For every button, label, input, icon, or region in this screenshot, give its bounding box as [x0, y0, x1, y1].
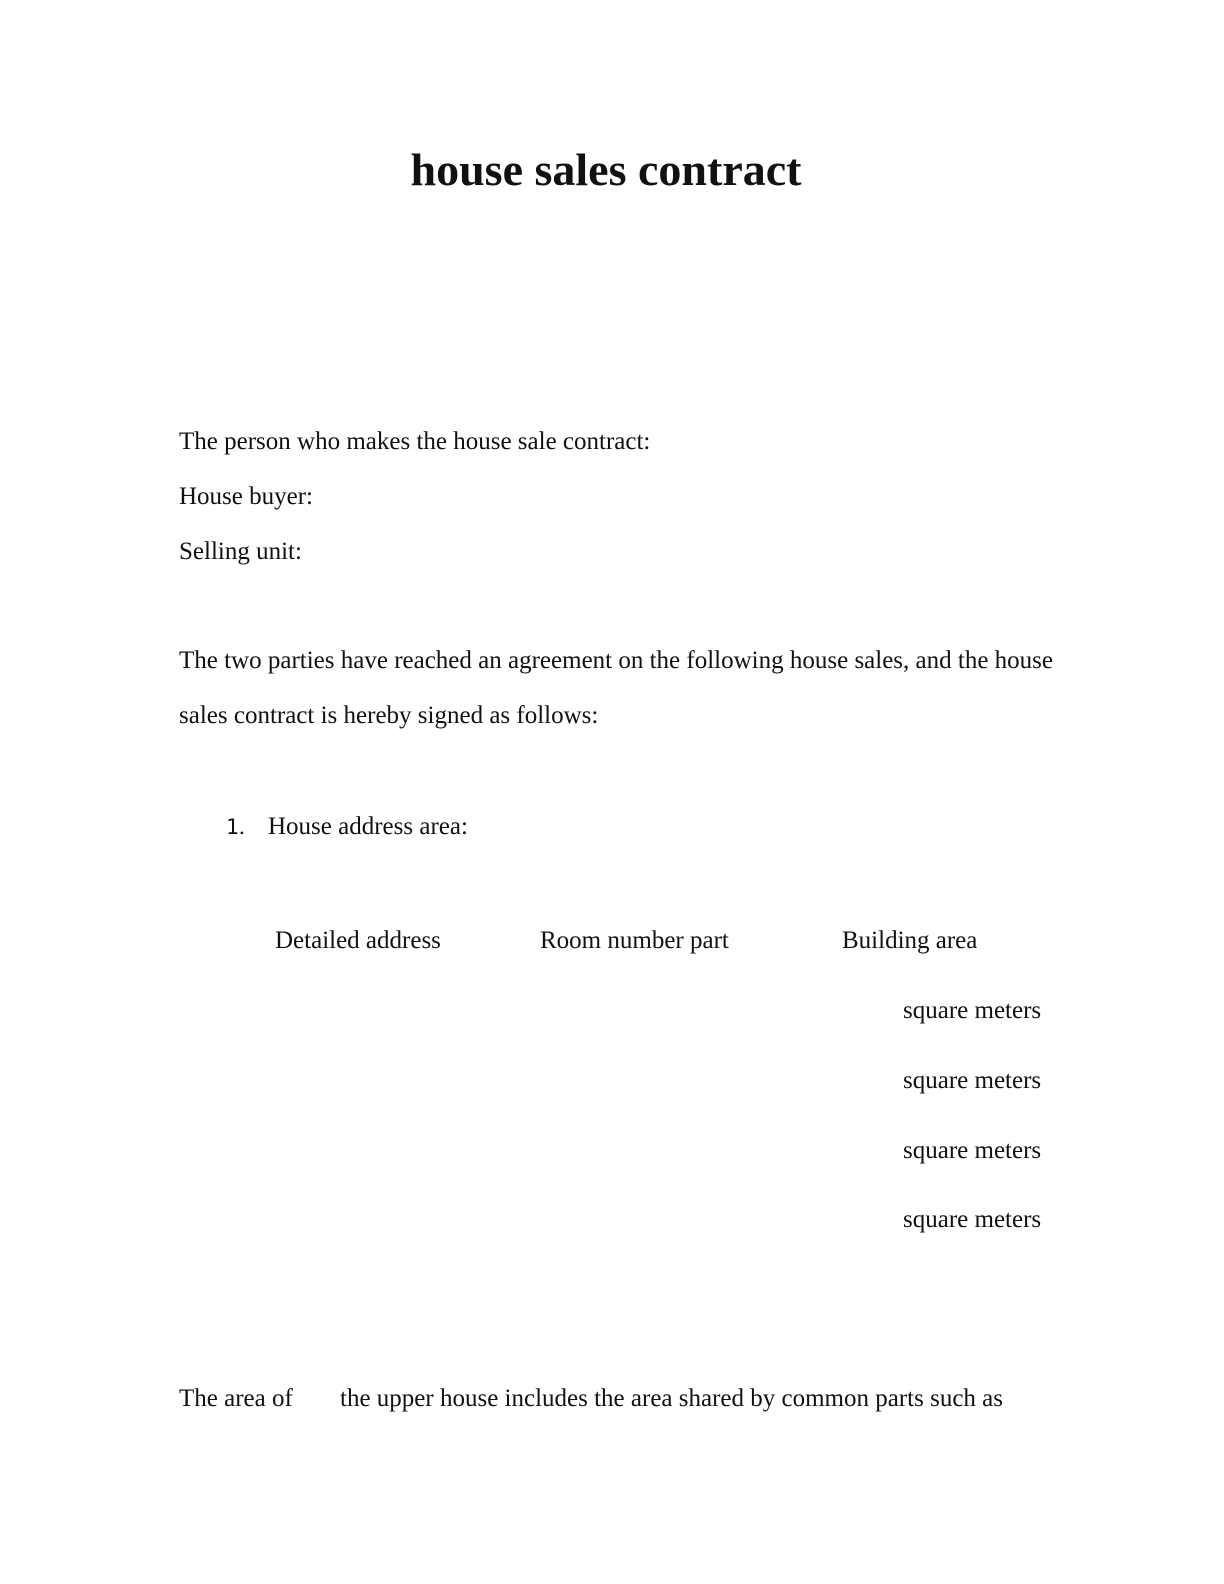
table-header-address: Detailed address	[275, 927, 441, 954]
agreement-line-1: The two parties have reached an agreement on the following house sales, and the house	[179, 647, 1053, 674]
table-row-unit: square meters	[903, 1067, 1042, 1094]
area-note-text: the upper house includes the area shared by common parts such as	[340, 1385, 1003, 1412]
table-header-room: Room number part	[540, 927, 729, 954]
table-row-unit: square meters	[903, 1137, 1042, 1164]
table-row-unit: square meters	[903, 1206, 1042, 1233]
table-header-area: Building area	[842, 927, 978, 954]
section-heading: House address area:	[268, 813, 468, 840]
table-row-unit: square meters	[903, 997, 1042, 1024]
section-number: 1．	[226, 815, 260, 839]
document-title: house sales contract	[410, 144, 802, 195]
buyer-label: House buyer:	[179, 483, 313, 510]
seller-label: Selling unit:	[179, 538, 302, 565]
area-note-prefix: The area of	[179, 1385, 293, 1412]
parties-intro: The person who makes the house sale contract:	[179, 428, 651, 455]
agreement-line-2: sales contract is hereby signed as follows:	[179, 702, 599, 729]
